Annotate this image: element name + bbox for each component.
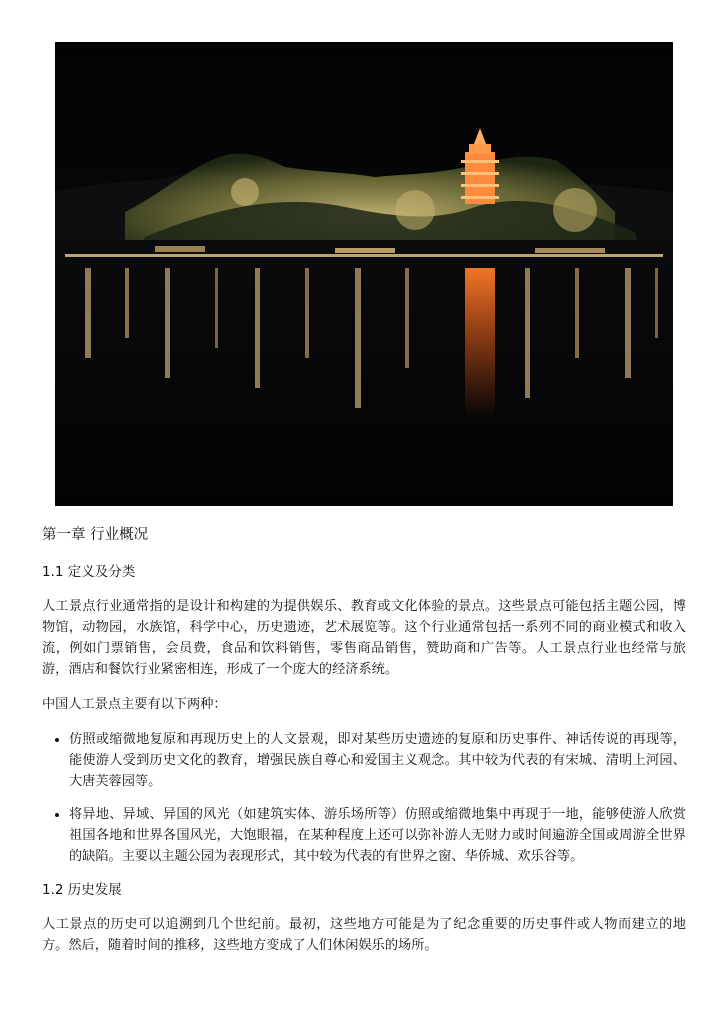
section-paragraph: 中国人工景点主要有以下两种： xyxy=(42,697,227,712)
section-paragraph: 人工景点的历史可以追溯到几个世纪前。最初，这些地方可能是为了纪念重要的历史事件或人物而建立的地方。然后，随着时间的推移，这些地方变成了人们休闲娱乐的场所。 xyxy=(42,917,686,953)
tree-glow xyxy=(395,190,435,230)
night-lake-pagoda-photo xyxy=(55,42,673,506)
tree-glow xyxy=(231,178,259,206)
pagoda-reflection xyxy=(465,268,495,418)
document-body xyxy=(42,523,686,970)
list-item: • 将异地、异域、异国的风光（如建筑实体、游乐场所等）仿照或缩微地集中再现于一地，能够使游人欣赏祖国各地和世界各国风光，大饱眼福，在某种程度上还可以弥补游人无财力或时间遍游全国或周游全世界的缺陷。主要以主题公园为表现形式，其中较为代表的有世界之窗、华侨城、欢乐谷等。 xyxy=(69,804,686,867)
lake-water xyxy=(55,264,673,506)
photo-illustration xyxy=(55,42,673,506)
section-heading: 1.1 定义及分类 xyxy=(42,564,136,580)
list-item: • 仿照或缩微地复原和再现历史上的人文景观，即对某些历史遗迹的复原和历史事件、神话传说的再现等，能使游人受到历史文化的教育，增强民族自尊心和爱国主义观念。其中较为代表的有宋城、清明上河园、大唐芙蓉园等。 xyxy=(69,729,686,792)
bullet-list xyxy=(42,729,686,867)
tree-glow xyxy=(553,188,597,232)
section-paragraph: 人工景点行业通常指的是设计和构建的为提供娱乐、教育或文化体验的景点。这些景点可能包括主题公园，博物馆，动物园，水族馆，科学中心，历史遗迹，艺术展览等。这个行业通常包括一系列不同的商业模式和收入流，例如门票销售，会员费，食品和饮料销售，零售商品销售，赞助商和广告等。人工景点行业也经常与旅游，酒店和餐饮行业紧密相连，形成了一个庞大的经济系统。 xyxy=(42,599,686,677)
chapter-title: 第一章 行业概况 xyxy=(42,527,149,543)
section-heading: 1.2 历史发展 xyxy=(42,882,122,898)
